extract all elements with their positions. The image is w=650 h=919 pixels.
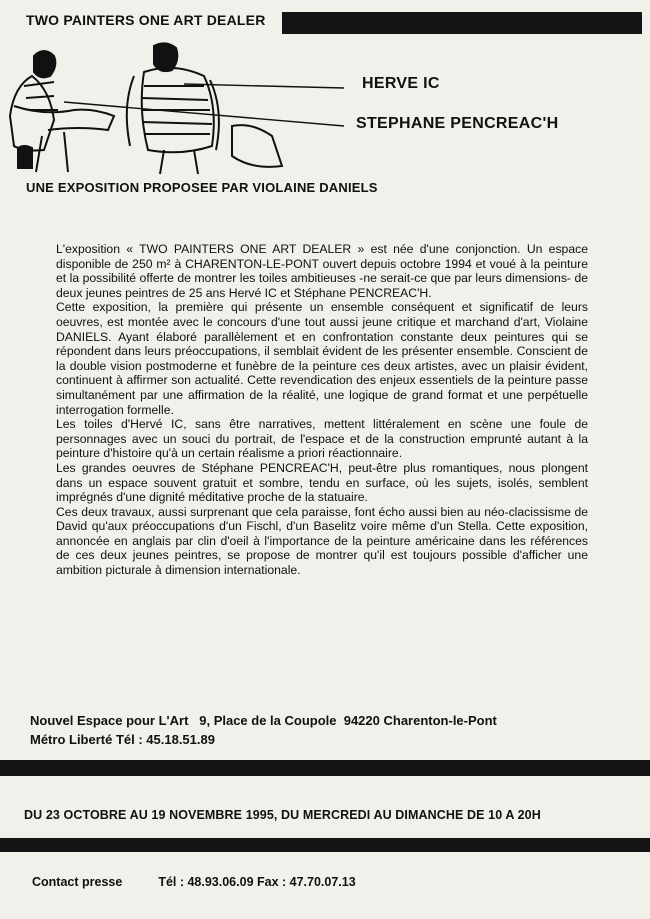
press-contact [32,875,356,889]
contact-label: Contact presse [32,875,123,889]
venue-address [30,711,497,749]
header-title: TWO PAINTERS ONE ART DEALER [26,12,266,28]
artist-name-stephane-pencreach: STEPHANE PENCREAC'H [356,115,559,132]
paragraph: L'exposition « TWO PAINTERS ONE ART DEALER » est née d'une conjonction. Un espace disponible de 250 m² à CHARENTON-LE-PONT ouvert depuis octobre 1994 et voué à la peinture et la possibilité offerte de montrer les toiles ambitieuses -ne serait-ce que par leurs dimensions- de deux jeunes peintres de 25 ans Hervé IC et Stéphane PENCREAC'H. [56,242,588,300]
header-bar [282,12,642,34]
exhibition-subtitle: UNE EXPOSITION PROPOSEE PAR VIOLAINE DANIELS [26,180,378,195]
venue-line-1: Nouvel Espace pour L'Art 9, Place de la Coupole 94220 Charenton-le-Pont [30,713,497,728]
venue-line-2: Métro Liberté Tél : 45.18.51.89 [30,732,215,747]
paragraph: Cette exposition, la première qui présente un ensemble conséquent et significatif de leurs oeuvres, est montée avec le concours d'une tout aussi jeune critique et marchand d'art, Violaine DANIELS. Ayant élaboré parallèlement et en confrontation constante deux peintures qui se répondent dans leurs préoccupations, il semblait évident de les présenter ensemble. Conscient de la double vision postmoderne et funèbre de la peinture ces deux artistes, avec un plaisir évident, continuent à affirmer son actualité. Cette revendication des enjeux essentiels de la peinture passe simultanément par une affirmation de la réalité, une logique de grand format et une perpétuelle interrogation formelle. [56,300,588,417]
artist-name-herve-ic: HERVE IC [362,75,440,92]
body-text [56,242,588,578]
exhibition-dates: DU 23 OCTOBRE AU 19 NOVEMBRE 1995, DU MERCREDI AU DIMANCHE DE 10 A 20H [24,808,541,822]
paragraph: Ces deux travaux, aussi surprenant que cela paraisse, font écho aussi bien au néo-clacissisme de David qu'aux préoccupations d'un Fischl, d'un Baselitz voire même d'un Stella. Cette exposition, annoncée en anglais par clin d'oeil à l'importance de la peinture américaine dans les références de ces deux jeunes peintres, se propose de montrer qu'il est toujours possible d'afficher une ambition picturale à dimension internationale. [56,504,588,578]
divider-bar [0,838,650,852]
paragraph: Les grandes oeuvres de Stéphane PENCREAC'H, peut-être plus romantiques, nous plongent dans un espace souvent gratuit et sombre, tendu en surface, où les sujets, isolés, semblent imprégnés d'une dignité méditative proche de la statuaire. [56,460,588,505]
divider-bar [0,760,650,776]
contact-phones: Tél : 48.93.06.09 Fax : 47.70.07.13 [158,875,356,889]
painters-illustration [4,36,344,176]
paragraph: Les toiles d'Hervé IC, sans être narratives, mettent littéralement en scène une foule de personnages avec un souci du portrait, de l'espace et de la construction emprunté autant à la peinture d'histoire qu'à un certain réalisme a priori réactionnaire. [56,417,588,461]
